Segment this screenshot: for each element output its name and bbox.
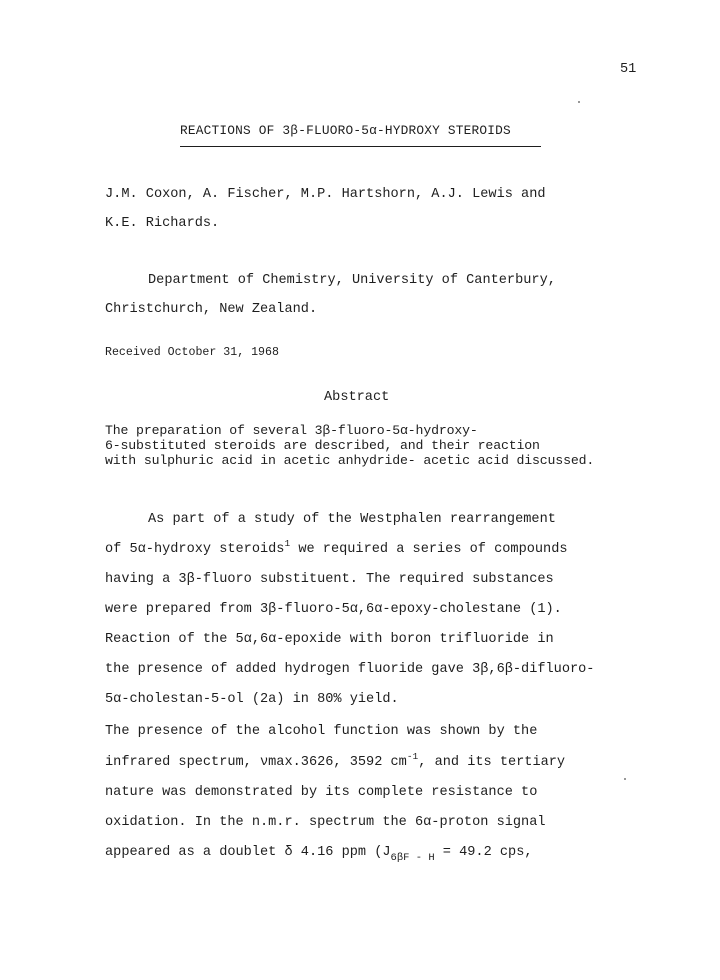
- body-p1-line-4: were prepared from 3β-fluoro-5α,6α-epoxy-cholestane (1).: [105, 602, 562, 617]
- body-p1-line-1: As part of a study of the Westphalen rearrangement: [148, 512, 556, 527]
- page-number: 51: [620, 62, 637, 77]
- body-p2-line-5: appeared as a doublet δ 4.16 ppm ($J_{6\beta F - H} = 49.2$ cps,: [105, 845, 533, 864]
- abstract-heading: Abstract: [324, 390, 390, 405]
- superscript-exponent: -1: [406, 751, 419, 762]
- body-p2-line-1: The presence of the alcohol function was shown by the: [105, 724, 538, 739]
- abstract-line-2: 6-substituted steroids are described, and their reaction: [105, 438, 540, 453]
- affiliation-line-1: Department of Chemistry, University of Canterbury,: [148, 273, 556, 288]
- body-p1-line-5: Reaction of the 5α,6α-epoxide with boron trifluoride in: [105, 632, 554, 647]
- title-underline: [180, 146, 541, 147]
- authors-line-1: J.M. Coxon, A. Fischer, M.P. Hartshorn, A.J. Lewis and: [105, 187, 546, 202]
- received-date: Received October 31, 1968: [105, 346, 279, 359]
- scan-speck: [578, 101, 580, 103]
- abstract-line-1: The preparation of several 3β-fluoro-5α-hydroxy-: [105, 423, 478, 438]
- body-p1-line-6: the presence of added hydrogen fluoride gave 3β,6β-difluoro-: [105, 662, 595, 677]
- body-p1-line-2: of 5α-hydroxy steroids$^1$ we required a series of compounds: [105, 538, 568, 557]
- body-p1-line-7: 5α-cholestan-5-ol (2a) in 80% yield.: [105, 692, 399, 707]
- paper-title: REACTIONS OF 3β-FLUORO-5α-HYDROXY STEROIDS: [180, 123, 511, 138]
- scan-speck: [624, 778, 626, 780]
- body-p2-line-2: infrared spectrum, νmax.3626, 3592 $cm^{-1}$, and its tertiary: [105, 751, 566, 770]
- footnote-ref: 1: [284, 538, 291, 549]
- abstract-line-3: with sulphuric acid in acetic anhydride- acetic acid discussed.: [105, 453, 595, 468]
- body-p2-line-4: oxidation. In the n.m.r. spectrum the 6α-proton signal: [105, 815, 546, 830]
- affiliation-line-2: Christchurch, New Zealand.: [105, 302, 318, 317]
- body-p1-line-3: having a 3β-fluoro substituent. The required substances: [105, 572, 554, 587]
- coupling-subscript: 6βF - H: [390, 852, 435, 864]
- body-p2-line-3: nature was demonstrated by its complete resistance to: [105, 785, 538, 800]
- authors-line-2: K.E. Richards.: [105, 216, 220, 231]
